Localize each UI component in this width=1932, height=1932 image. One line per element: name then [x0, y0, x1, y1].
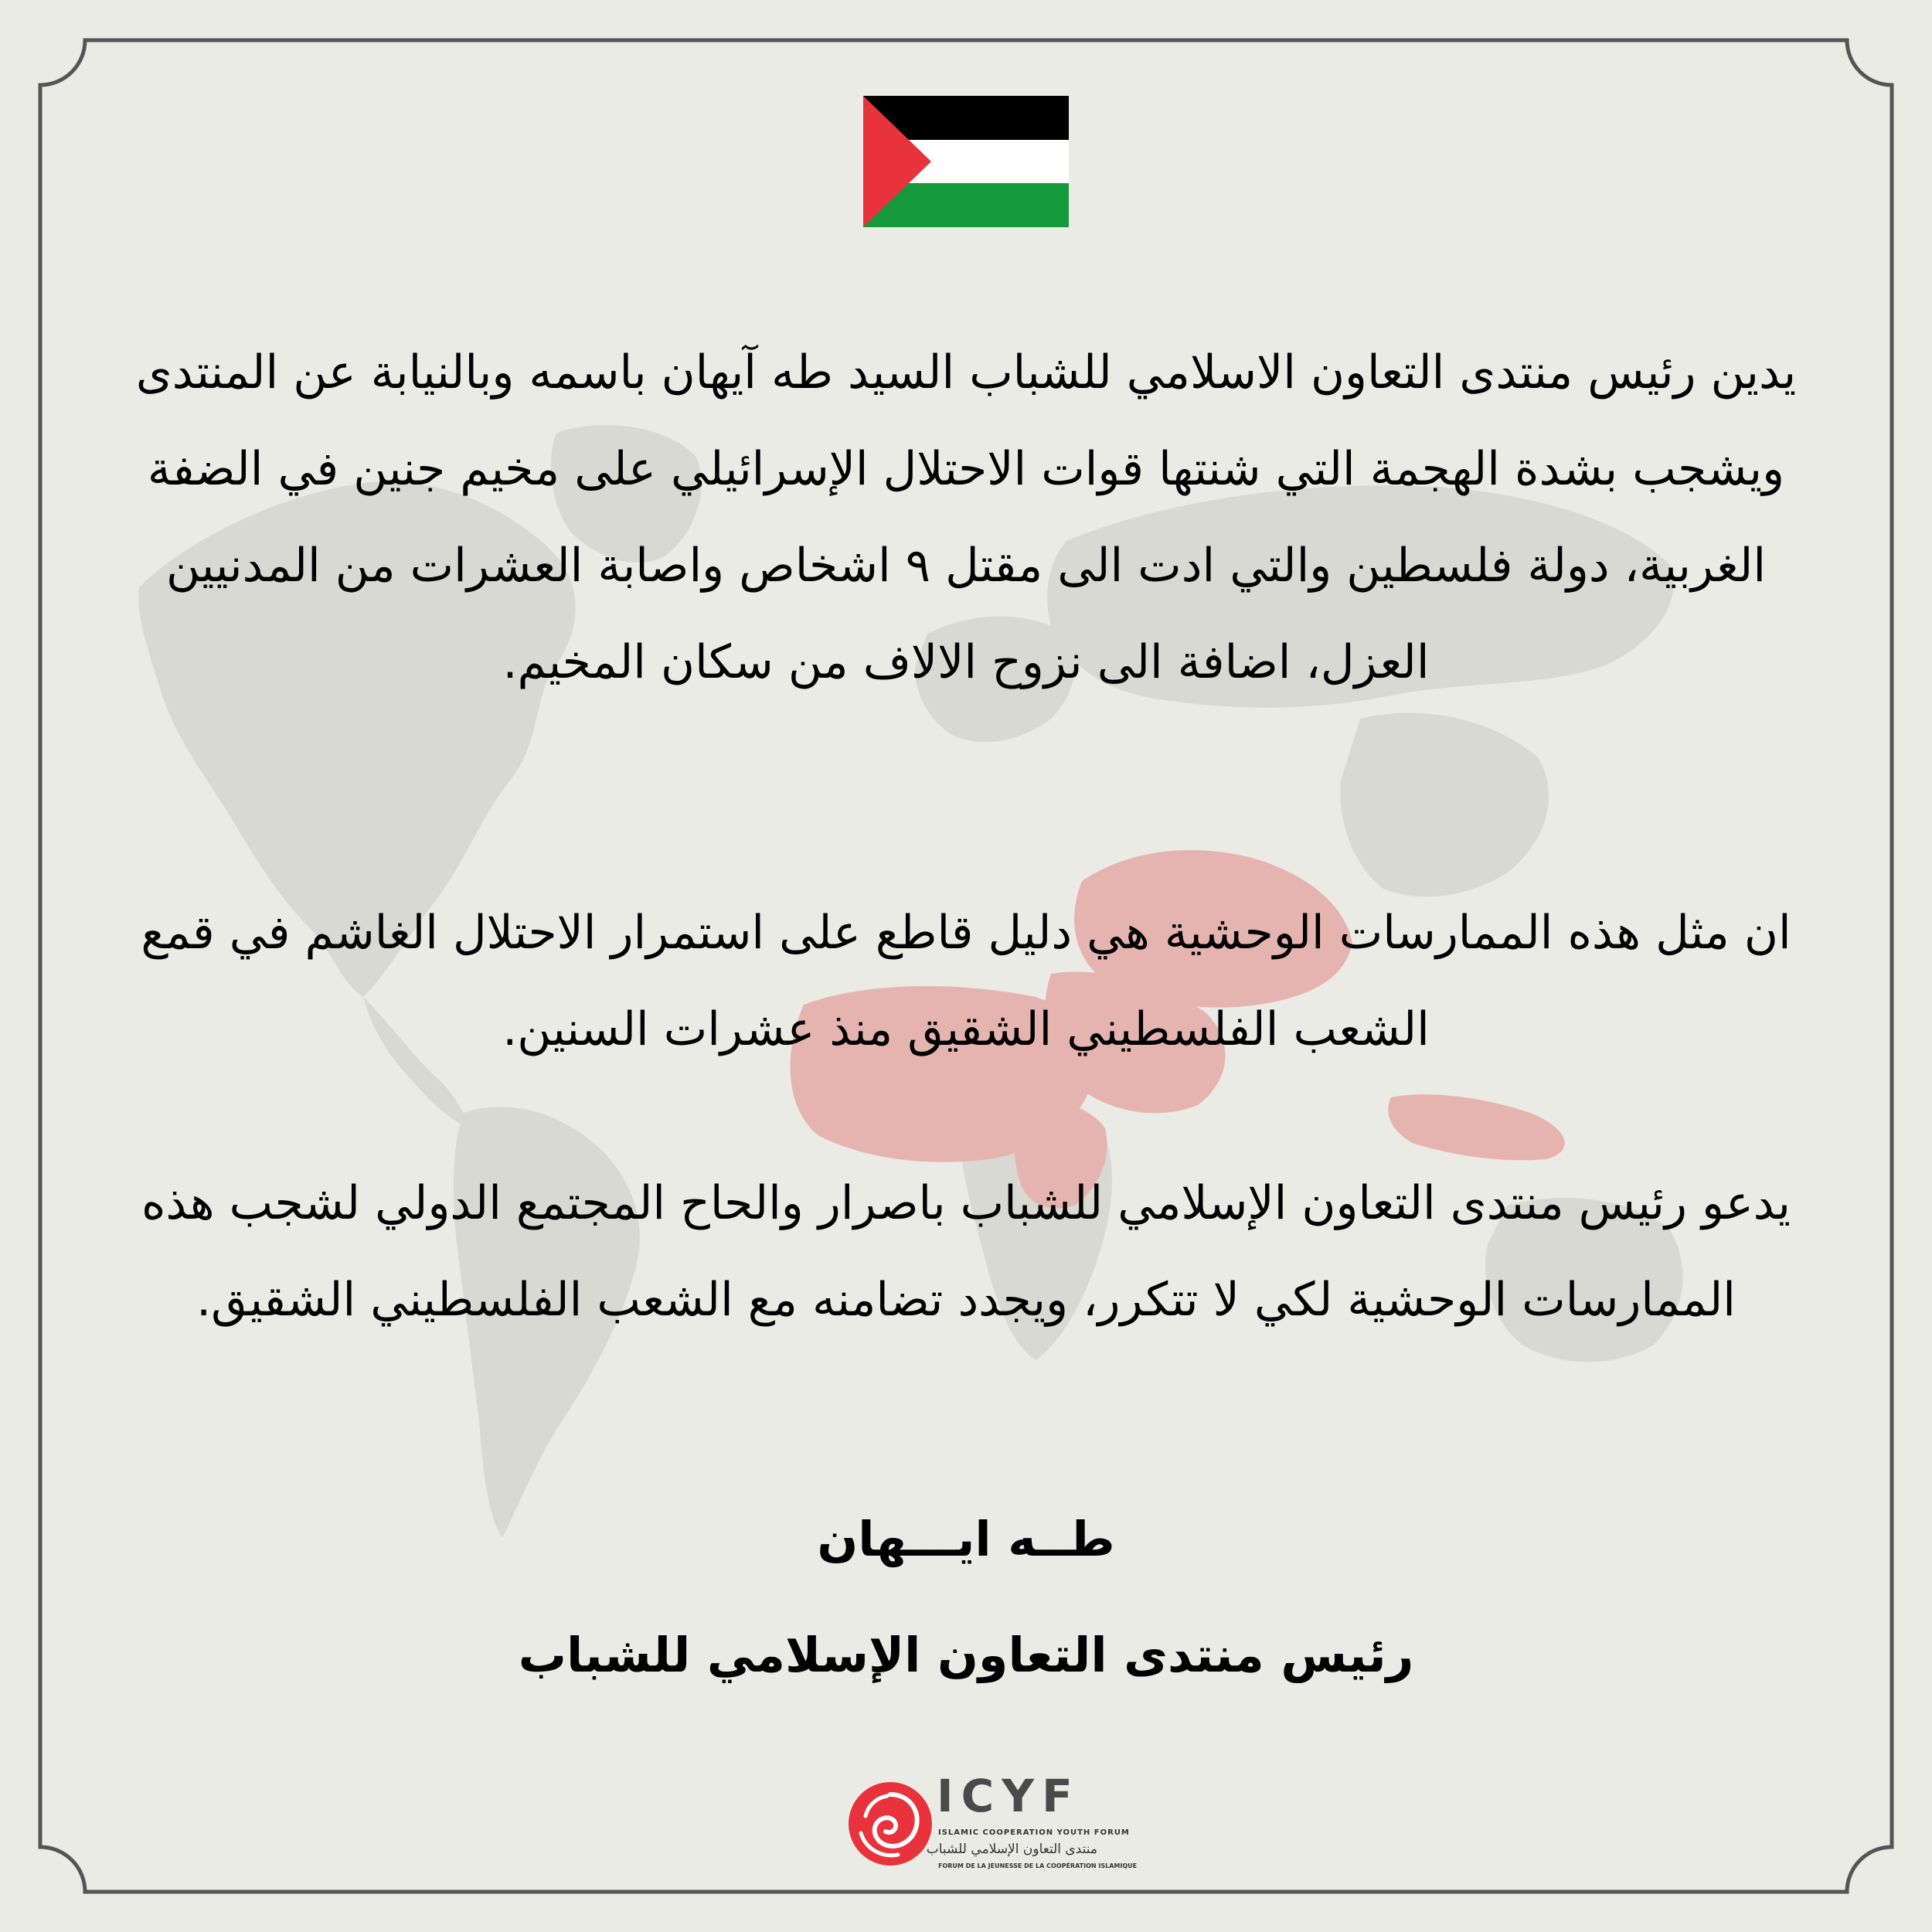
- signatory-name: طــه ايـــهان: [817, 1511, 1115, 1567]
- logo-french-name: FORUM DE LA JEUNESSE DE LA COOPÉRATION ISLAMIQUE: [938, 1862, 1138, 1869]
- logo-english-name: ISLAMIC COOPERATION YOUTH FORUM: [938, 1828, 1130, 1837]
- statement-paragraph-condemnation: يدين رئيس منتدى التعاون الاسلامي للشباب السيد طه آيهان باسمه وبالنيابة عن المنتدى ويشجب بشدة الهجمة التي شنتها قوات الاحتلال الإسرائيلي على مخيم جنين في الضفة الغربية، دولة فلسطين والتي ادت الى مقتل ٩ اشخاص واصابة العشرات من المدنيين العزل، اضافة الى نزوح الالاف من سكان المخيم.: [135, 345, 1797, 689]
- logo-wordmark: ICYF: [937, 1770, 1080, 1822]
- logo-arabic-name: منتدى التعاون الإسلامي للشباب: [926, 1842, 1097, 1857]
- statement-paragraph-evidence: ان مثل هذه الممارسات الوحشية هي دليل قاطع على استمرار الاحتلال الغاشم في قمع الشعب الفلسطيني الشقيق منذ عشرات السنين.: [141, 906, 1791, 1056]
- palestine-flag-icon: [863, 96, 1069, 227]
- signatory-title: رئيس منتدى التعاون الإسلامي للشباب: [518, 1627, 1414, 1683]
- icyf-logo: [842, 1770, 1138, 1886]
- statement-paragraph-call-to-action: يدعو رئيس منتدى التعاون الإسلامي للشباب باصرار والحاح المجتمع الدولي لشجب هذه الممارسات الوحشية لكي لا تتكرر، ويجدد تضامنه مع الشعب الفلسطيني الشقيق.: [141, 1176, 1791, 1327]
- icyf-emblem-icon: [842, 1777, 935, 1870]
